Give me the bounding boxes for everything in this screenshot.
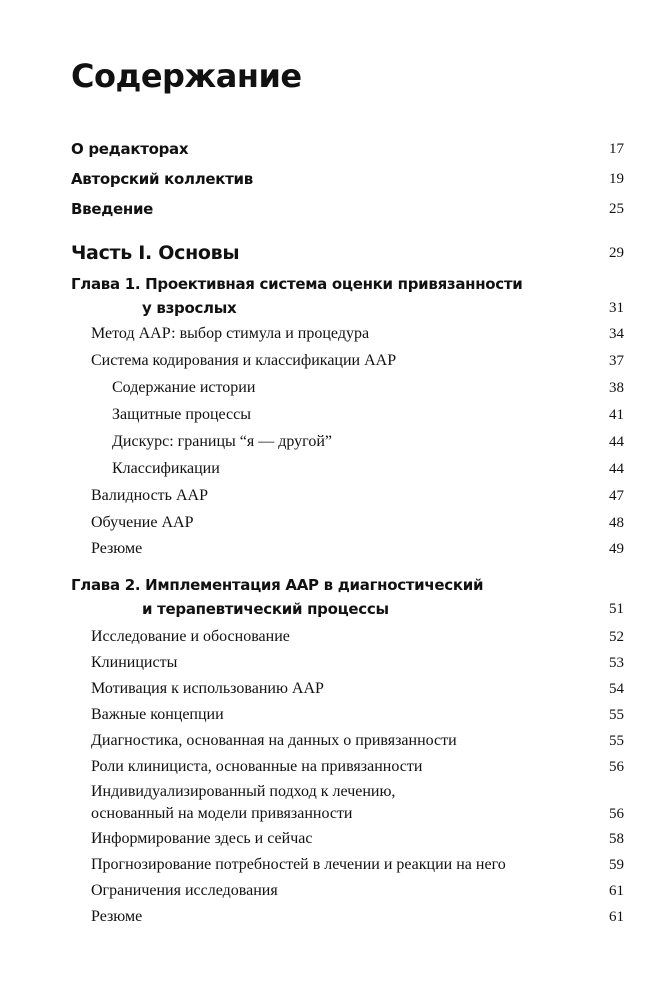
toc-item-page: 61: [609, 883, 624, 899]
toc-item-label: Метод ААР: выбор стимула и процедура: [91, 325, 370, 342]
toc-chapter-2[interactable]: [71, 573, 624, 621]
toc-entry-label: Авторский коллектив: [71, 170, 253, 188]
toc-item-page: 55: [609, 733, 624, 749]
toc-entry-page: 31: [609, 300, 624, 316]
toc-item[interactable]: [91, 677, 624, 701]
toc-item-label: Диагностика, основанная на данных о привязанности: [91, 732, 457, 749]
toc-item-page: 52: [609, 629, 624, 645]
toc-item-page: 38: [609, 380, 624, 396]
part-label: Часть I. Основы: [71, 242, 240, 264]
toc-item-label: Роли клинициста, основанные на привязанности: [91, 758, 423, 775]
toc-subitem[interactable]: [112, 457, 624, 481]
toc-item-label: Исследование и обоснование: [91, 628, 290, 645]
toc-item-label: Индивидуализированный подход к лечению,: [91, 783, 396, 800]
toc-item-page: 44: [609, 434, 624, 450]
toc-item-page: 61: [609, 909, 624, 925]
toc-item[interactable]: [91, 651, 624, 675]
toc-item-label: Прогнозирование потребностей в лечении и реакции на него: [91, 856, 506, 873]
toc-item-label: Мотивация к использованию ААР: [91, 680, 324, 697]
toc-item-label-line-2: основанный на модели привязанности: [91, 805, 353, 822]
chapter-title-line-1: Глава 2. Имплементация ААР в диагностический: [71, 576, 484, 594]
toc-entry-page: 25: [609, 201, 624, 217]
toc-item-page: 49: [609, 541, 624, 557]
chapter-title-line-2: у взрослых: [142, 299, 237, 317]
toc-part-1[interactable]: [71, 238, 624, 268]
toc-subitem[interactable]: [112, 403, 624, 427]
toc-entry-authors[interactable]: [71, 167, 624, 191]
toc-item[interactable]: [91, 879, 624, 903]
chapter-title-line-1: Глава 1. Проективная система оценки привязанности: [71, 275, 523, 293]
toc-item-label: Резюме: [91, 908, 143, 925]
toc-item[interactable]: [91, 349, 624, 373]
toc-item-label: Валидность ААР: [91, 487, 208, 504]
toc-subitem[interactable]: [112, 430, 624, 454]
toc-entry-editors[interactable]: [71, 137, 624, 161]
toc-item-label: Важные концепции: [91, 706, 224, 723]
toc-item-page: 37: [609, 353, 624, 369]
toc-entry-label: Введение: [71, 200, 154, 218]
toc-item-page: 58: [609, 831, 624, 847]
toc-chapter-1[interactable]: [71, 272, 624, 320]
toc-item[interactable]: [91, 755, 624, 779]
toc-item[interactable]: [91, 827, 624, 851]
chapter-title-line-2: и терапевтический процессы: [142, 600, 389, 618]
toc-item-label: Клиницисты: [91, 654, 178, 671]
toc-item-page: 53: [609, 655, 624, 671]
toc-item-page: 41: [609, 407, 624, 423]
toc-item-page: 55: [609, 707, 624, 723]
toc-item-page: 47: [609, 488, 624, 504]
toc-item[interactable]: [91, 729, 624, 753]
toc-item-two-line[interactable]: [91, 781, 624, 825]
toc-item[interactable]: [91, 905, 624, 929]
toc-item[interactable]: [91, 511, 624, 535]
toc-entry-page: 51: [609, 601, 624, 617]
toc-item-page: 54: [609, 681, 624, 697]
toc-item-label: Обучение ААР: [91, 514, 194, 531]
toc-item[interactable]: [91, 322, 624, 346]
toc-item-page: 59: [609, 857, 624, 873]
toc-entry-label: О редакторах: [71, 140, 189, 158]
toc-item-label: Дискурс: границы “я — другой”: [112, 433, 332, 450]
toc-entry-page: 29: [609, 245, 624, 261]
toc-item[interactable]: [91, 703, 624, 727]
toc-item-label: Защитные процессы: [112, 406, 251, 423]
toc-item-label: Классификации: [112, 460, 220, 477]
toc-subitem[interactable]: [112, 376, 624, 400]
toc-item-label: Ограничения исследования: [91, 882, 278, 899]
toc-item-page: 48: [609, 515, 624, 531]
toc-entry-page: 19: [609, 171, 624, 187]
toc-item[interactable]: [91, 625, 624, 649]
toc-item[interactable]: [91, 853, 624, 877]
toc-item-label: Информирование здесь и сейчас: [91, 830, 313, 847]
toc-item[interactable]: [91, 537, 624, 561]
toc-entry-introduction[interactable]: [71, 197, 624, 221]
toc-item-label: Резюме: [91, 540, 143, 557]
toc-item-label: Содержание истории: [112, 379, 256, 396]
toc-item-page: 56: [609, 759, 624, 775]
toc-item-page: 56: [609, 806, 624, 822]
toc-item-page: 44: [609, 461, 624, 477]
toc-entry-page: 17: [609, 141, 624, 157]
toc-item[interactable]: [91, 484, 624, 508]
toc-item-label: Система кодирования и классификации ААР: [91, 352, 397, 369]
toc-item-page: 34: [609, 326, 624, 342]
page-title: Содержание: [71, 57, 302, 95]
